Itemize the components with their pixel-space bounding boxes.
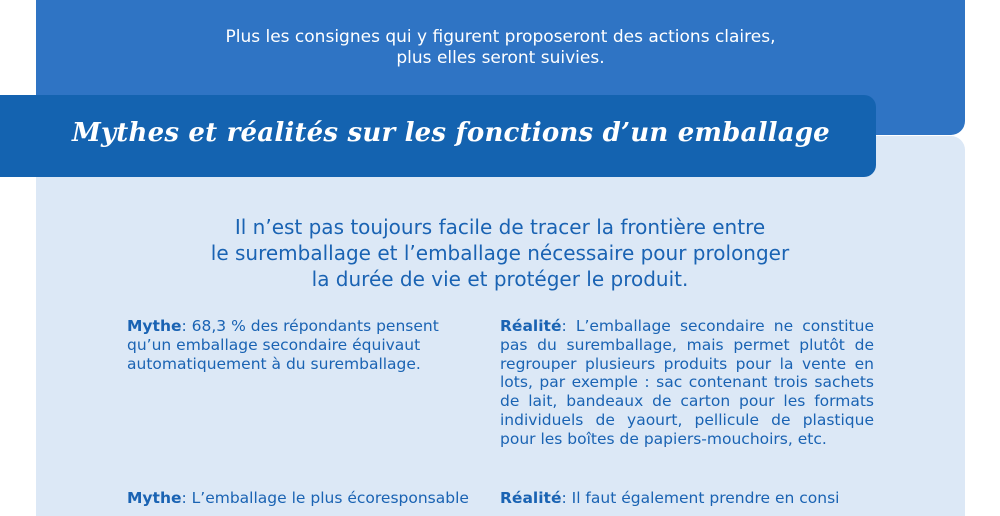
top-note-line-2: plus elles seront suivies. xyxy=(396,48,605,68)
reality-text: : L’emballage secondaire ne constitue pas du suremballage, mais permet plutôt de regrouper plusieurs produits pour la vente en lots, par exemple : sac contenant trois sachets de lait, bandeaux de carton pour les formats individuels de yaourt, pellicule de plastique pour les boîtes de papiers-mouchoirs, etc. xyxy=(500,317,874,448)
reality-text-2: : Il faut également prendre en consi xyxy=(561,489,840,507)
myth-label: Mythe xyxy=(127,317,182,335)
section-title: Mythes et réalités sur les fonctions d’un emballage xyxy=(72,118,830,148)
section-banner xyxy=(0,95,876,177)
reality-block-1 xyxy=(500,317,874,449)
reality-block-2 xyxy=(500,489,874,508)
reality-label-2: Réalité xyxy=(500,489,562,507)
top-note xyxy=(36,27,965,69)
intro-text xyxy=(150,214,850,292)
myth-block-1 xyxy=(127,317,447,373)
intro-line-1: Il n’est pas toujours facile de tracer la frontière entre xyxy=(234,215,766,239)
intro-line-3: la durée de vie et protéger le produit. xyxy=(311,267,689,291)
myth-text-2: : L’emballage le plus écoresponsable xyxy=(181,489,469,507)
myth-label-2: Mythe xyxy=(127,489,182,507)
intro-line-2: le suremballage et l’emballage nécessaire pour prolonger xyxy=(210,241,790,265)
myth-block-2 xyxy=(127,489,477,508)
myth-text: : 68,3 % des répondants pensent qu’un emballage secondaire équivaut automatiquement à du suremballage. xyxy=(127,317,439,373)
top-note-line-1: Plus les consignes qui y figurent proposeront des actions claires, xyxy=(225,27,776,47)
reality-label: Réalité xyxy=(500,317,562,335)
